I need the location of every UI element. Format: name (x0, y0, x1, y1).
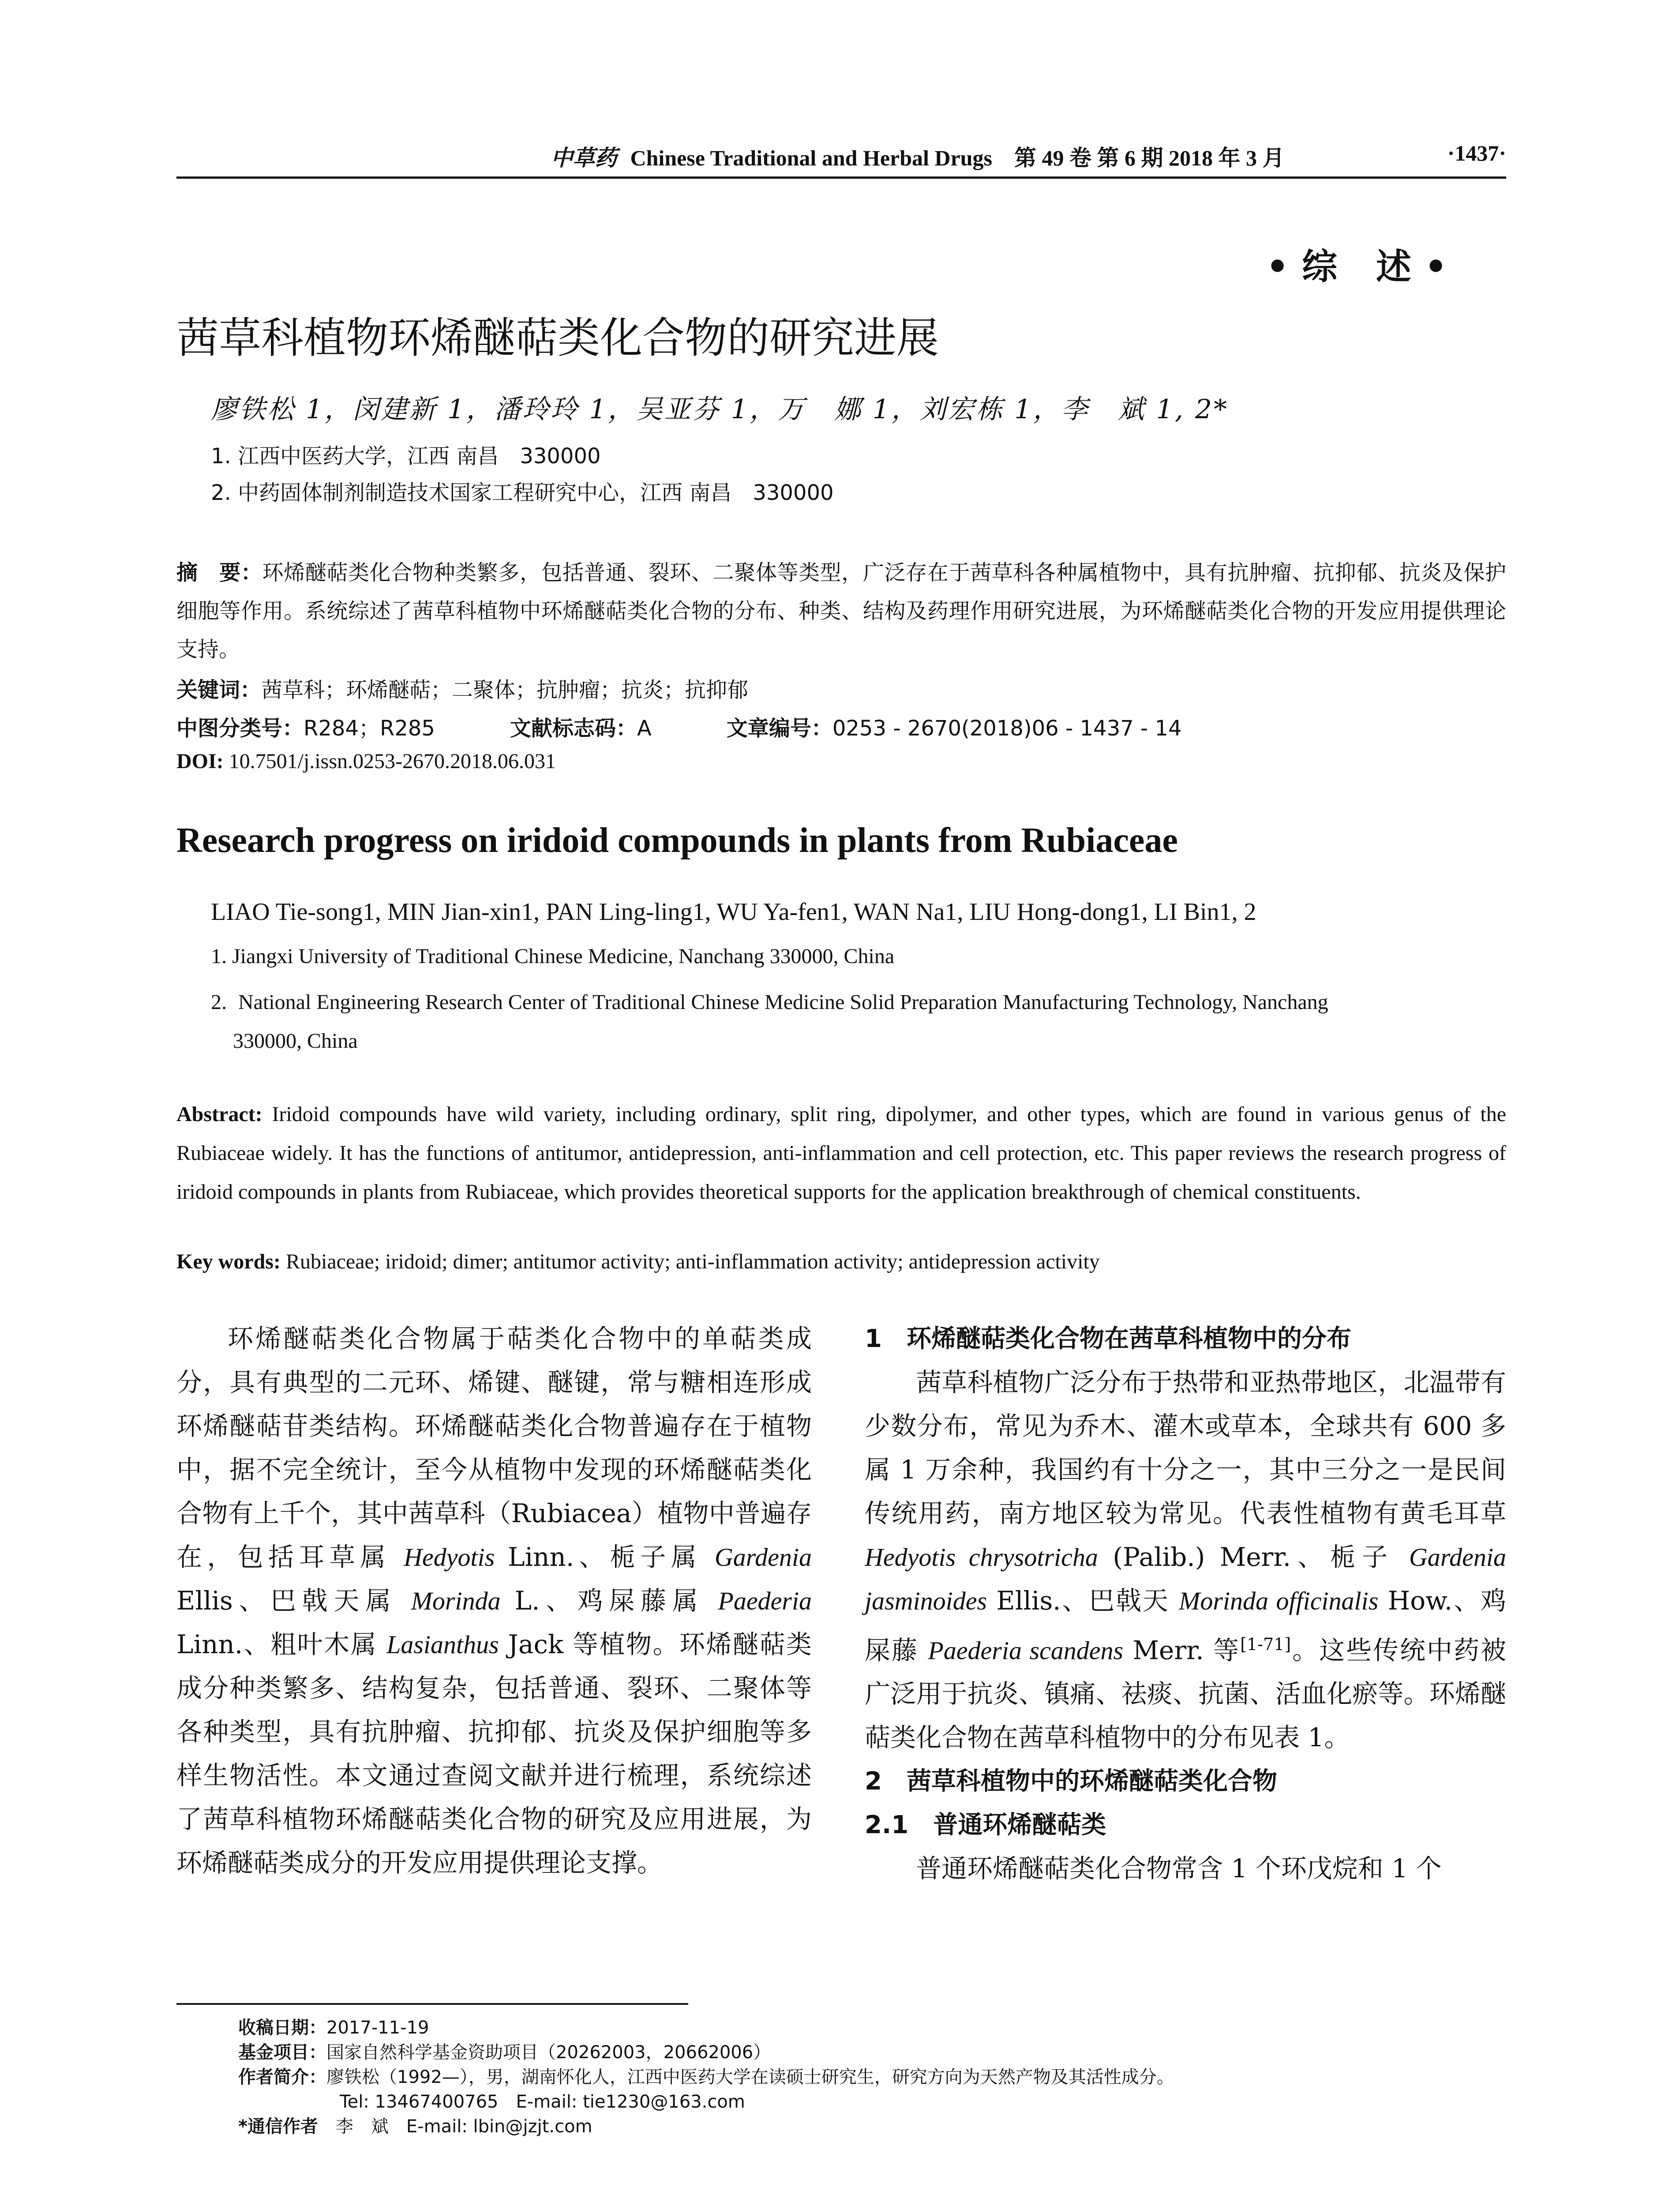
species-name: Paederia scandens (928, 1636, 1124, 1665)
body-text: Linn.、栀子属 (495, 1542, 715, 1572)
fund-row (238, 2040, 1174, 2065)
affiliation-en-2-num: 2. (211, 990, 227, 1014)
abstract-cn (176, 554, 1506, 669)
corresponding-author-row (238, 2114, 1174, 2139)
keywords-cn (176, 673, 748, 703)
fund-text: 国家自然科学基金资助项目（20262003，20662006） (326, 2042, 771, 2063)
footnotes (238, 2015, 1174, 2139)
genus-name: Gardenia (714, 1543, 812, 1572)
keywords-cn-text: 茜草科；环烯醚萜；二聚体；抗肿瘤；抗炎；抗抑郁 (261, 678, 749, 702)
keywords-cn-label: 关键词： (176, 678, 262, 702)
clc-value: R284；R285 (304, 716, 435, 741)
journal-logo: 中草药 (551, 146, 617, 170)
species-name: Morinda officinalis (1179, 1587, 1379, 1615)
author-bio-row (238, 2065, 1174, 2090)
author-bio-text: 廖铁松（1992—），男，湖南怀化人，江西中医药大学在读硕士研究生，研究方向为天然产物及其活性成分。 (326, 2067, 1174, 2087)
classification-row (176, 711, 1182, 742)
article-no-label: 文章编号： (726, 716, 832, 741)
body-text: 茜草科植物广泛分布于热带和亚热带地区，北温带有少数分布，常见为乔木、灌木或草本，全球共有 600 多属 1 万余种，我国约有十分之一，其中三分之一是民间传统用药，南方地区较为常见。代表性植物有黄毛耳草 (865, 1367, 1506, 1528)
citation-ref[interactable]: [1-71] (1240, 1635, 1291, 1654)
title-en: Research progress on iridoid compounds in plants from Rubiaceae (176, 821, 1178, 860)
journal-name (410, 140, 1425, 172)
corresponding-label: *通信作者 (238, 2116, 318, 2137)
authors-en: LIAO Tie-song1, MIN Jian-xin1, PAN Ling-ling1, WU Ya-fen1, WAN Na1, LIU Hong-dong1, LI Bin1, 2 (211, 898, 1256, 926)
body-text: Ellis、巴戟天属 (176, 1586, 411, 1616)
page-number: ·1437· (1447, 141, 1506, 165)
affiliation-en-1: 1. Jiangxi University of Traditional Chinese Medicine, Nanchang 330000, China (211, 945, 895, 968)
journal-issue: Chinese Traditional and Herbal Drugs 第 49 卷 第 6 期 2018 年 3 月 (630, 146, 1285, 170)
keywords-en (176, 1249, 1100, 1274)
abstract-en-text: Iridoid compounds have wild variety, including ordinary, split ring, dipolymer, and other types, which are found in various genus of the Rubiaceae widely. It has the functions of antitumor, antidepression, anti-inflammation and cell protection, etc. This paper reviews the research progress of iridoid compounds in plants from Rubiaceae, which provides theoretical supports for the application breakthrough of chemical constituents. (176, 1103, 1506, 1204)
received-date-row (238, 2015, 1174, 2040)
footnote-rule (176, 2003, 688, 2005)
body-text: How.、鸡屎藤 (865, 1586, 1506, 1666)
genus-name: Hedyotis (404, 1543, 495, 1572)
keywords-en-text: Rubiaceae; iridoid; dimer; antitumor activity; anti-inflammation activity; antidepression activity (280, 1250, 1100, 1273)
doi-label: DOI: (176, 750, 224, 773)
species-name: Hedyotis chrysotricha (865, 1543, 1098, 1572)
affiliation-en-2-line1: National Engineering Research Center of Traditional Chinese Medicine Solid Preparation Manufacturing Technology, Nanchang (238, 990, 1328, 1014)
genus-name: Morinda (411, 1587, 501, 1615)
header-rule (176, 176, 1506, 179)
genus-name: Paederia (718, 1587, 812, 1615)
section-heading-1: 1 环烯醚萜类化合物在茜草科植物中的分布 (865, 1324, 1351, 1353)
affiliation-en-2-line2: 330000, China (233, 1029, 358, 1053)
body-text: Ellis.、巴戟天 (987, 1586, 1179, 1616)
body-text: Linn.、粗叶木属 (176, 1629, 387, 1659)
fund-label: 基金项目： (238, 2042, 326, 2063)
body-text: Merr. 等 (1123, 1635, 1241, 1666)
abstract-cn-text: 环烯醚萜类化合物种类繁多，包括普通、裂环、二聚体等类型，广泛存在于茜草科各种属植物中，具有抗肿瘤、抗抑郁、抗炎及保护细胞等作用。系统综述了茜草科植物中环烯醚萜类化合物的分布、种类、结构及药理作用研究进展，为环烯醚萜类化合物的开发应用提供理论支持。 (176, 560, 1506, 662)
doi-value[interactable]: 10.7501/j.issn.0253-2670.2018.06.031 (223, 750, 556, 773)
doi (176, 749, 556, 773)
species-name: Gardenia jasminoides (865, 1543, 1507, 1615)
body-text: (Palib.) Merr.、栀子 (1098, 1542, 1409, 1572)
corresponding-text: 李 斌 E-mail: lbin@jzjt.com (318, 2116, 592, 2137)
body-text: 。这些传统中药被广泛用于抗炎、镇痛、祛痰、抗菌、活血化瘀等。环烯醚萜类化合物在茜草科植物中的分布见表 1。 (865, 1635, 1506, 1753)
keywords-en-label: Key words: (176, 1250, 281, 1273)
section-2-1-paragraph: 普通环烯醚萜类化合物常含 1 个环戊烷和 1 个 (916, 1853, 1442, 1884)
affiliation-cn-1: 1. 江西中医药大学，江西 南昌 330000 (211, 444, 601, 469)
affiliation-cn-2: 2. 中药固体制剂制造技术国家工程研究中心，江西 南昌 330000 (211, 480, 834, 505)
genus-name: Lasianthus (386, 1630, 499, 1659)
section-1-paragraph (865, 1361, 1506, 1760)
running-header (176, 140, 1506, 180)
section-label: •综 述• (1266, 246, 1461, 287)
author-contact: Tel: 13467400765 E-mail: tie1230@163.com (340, 2092, 745, 2112)
received-date: 2017-11-19 (326, 2018, 429, 2038)
affiliation-en-2 (211, 983, 1506, 1061)
body-text: L.、鸡屎藤属 (500, 1586, 718, 1616)
section-heading-2-1: 2.1 普通环烯醚萜类 (865, 1811, 1106, 1840)
doc-code-value: A (637, 716, 652, 741)
body-text: Jack 等植物。环烯醚萜类成分种类繁多、结构复杂，包括普通、裂环、二聚体等各种类型，具有抗肿瘤、抗抑郁、抗炎及保护细胞等多样生物活性。本文通过查阅文献并进行梳理，系统综述了茜草科植物环烯醚萜类化合物的研究及应用进展，为环烯醚萜类成分的开发应用提供理论支撑。 (176, 1629, 812, 1878)
received-label: 收稿日期： (238, 2018, 326, 2038)
abstract-en-label: Abstract: (176, 1103, 262, 1126)
clc-label: 中图分类号： (176, 716, 304, 741)
section-heading-2: 2 茜草科植物中的环烯醚萜类化合物 (865, 1767, 1277, 1796)
doc-code-label: 文献标志码： (510, 716, 637, 741)
body-right-column (865, 1317, 1506, 1891)
body-text: 环烯醚萜类化合物属于萜类化合物中的单萜类成分，具有典型的二元环、烯键、醚键，常与糖相连形成环烯醚萜苷类结构。环烯醚萜类化合物普遍存在于植物中，据不完全统计，至今从植物中发现的环烯醚萜类化合物有上千个，其中茜草科（Rubiacea）植物中普遍存在，包括耳草属 (176, 1324, 812, 1572)
abstract-cn-label: 摘 要： (176, 560, 262, 585)
article-no-value: 0253 - 2670(2018)06 - 1437 - 14 (832, 716, 1182, 741)
abstract-en (176, 1095, 1506, 1212)
authors-cn: 廖铁松 1，闵建新 1，潘玲玲 1，吴亚芬 1，万 娜 1，刘宏栋 1，李 斌 1, 2* (211, 394, 1229, 425)
author-bio-label: 作者简介： (238, 2067, 326, 2087)
body-left-column (176, 1317, 812, 1885)
title-cn: 茜草科植物环烯醚萜类化合物的研究进展 (176, 313, 939, 363)
